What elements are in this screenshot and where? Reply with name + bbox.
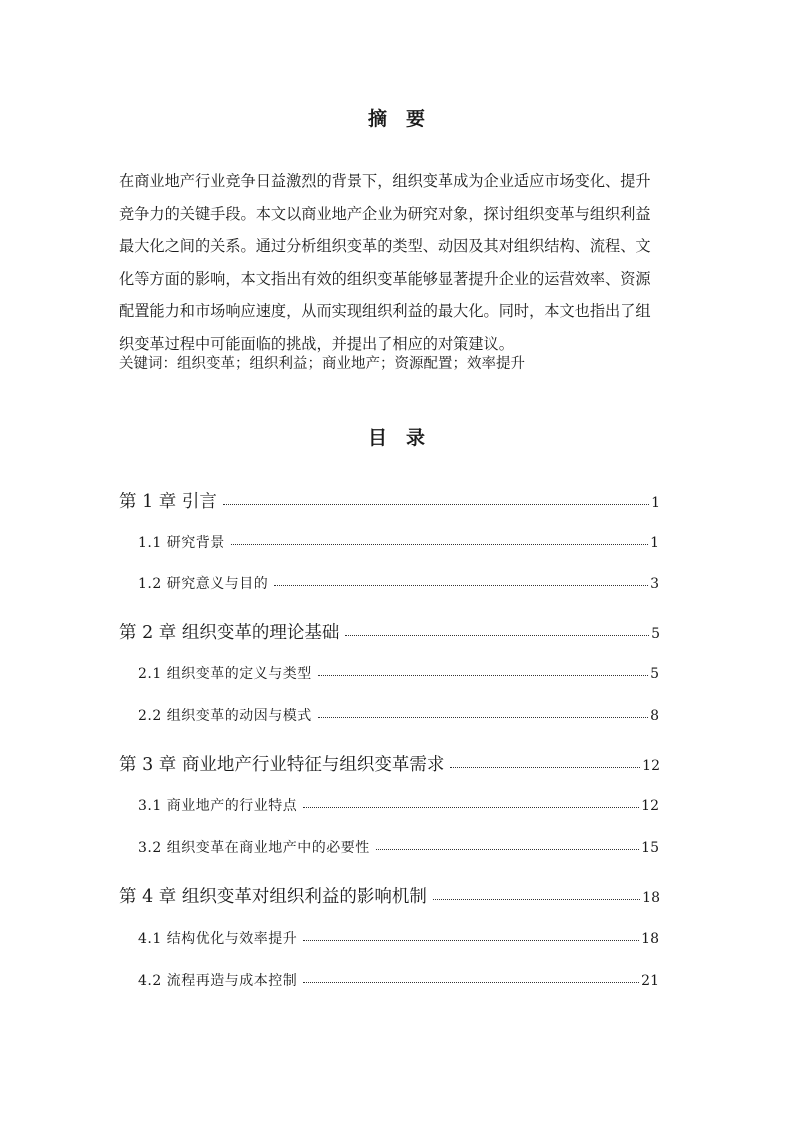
toc-leader-dots xyxy=(318,675,648,676)
toc-leader-dots xyxy=(450,767,640,768)
toc-leader-dots xyxy=(223,504,649,505)
toc-entry-title: 第 4 章 组织变革对组织利益的影响机制 xyxy=(119,887,427,907)
toc-entry-title: 1.2 研究意义与目的 xyxy=(138,576,269,592)
toc-entry-title: 1.1 研究背景 xyxy=(138,535,225,551)
toc-leader-dots xyxy=(345,635,649,636)
toc-entry-page: 18 xyxy=(642,890,660,906)
toc-entry-chapter-2[interactable] xyxy=(119,619,660,644)
toc-entry-page: 18 xyxy=(641,931,659,947)
toc-entry-section-1-2[interactable] xyxy=(138,573,659,593)
toc-entry-chapter-4[interactable] xyxy=(119,883,660,908)
toc-entry-title: 4.2 流程再造与成本控制 xyxy=(138,973,298,989)
keywords-line: 关键词：组织变革；组织利益；商业地产；资源配置；效率提升 xyxy=(119,356,525,372)
toc-entry-title: 2.2 组织变革的动因与模式 xyxy=(138,708,312,724)
toc-leader-dots xyxy=(274,585,648,586)
toc-entry-page: 12 xyxy=(641,798,659,814)
abstract-body xyxy=(119,165,677,360)
toc-entry-title: 2.1 组织变革的定义与类型 xyxy=(138,666,312,682)
toc-entry-chapter-1[interactable] xyxy=(119,488,660,513)
abstract-line: 配置能力和市场响应速度，从而实现组织利益的最大化。同时，本文也指出了组 xyxy=(119,302,651,320)
toc-entry-section-3-1[interactable] xyxy=(138,795,659,815)
toc-entry-section-4-1[interactable] xyxy=(138,928,659,948)
toc-entry-page: 3 xyxy=(650,576,659,592)
toc-leader-dots xyxy=(376,849,639,850)
toc-entry-chapter-3[interactable] xyxy=(119,751,660,776)
toc-entry-section-1-1[interactable] xyxy=(138,532,659,552)
toc-entry-title: 4.1 结构优化与效率提升 xyxy=(138,931,298,947)
abstract-line: 竞争力的关键手段。本文以商业地产企业为研究对象，探讨组织变革与组织利益 xyxy=(119,204,651,223)
abstract-line: 化等方面的影响，本文指出有效的组织变革能够显著提升企业的运营效率、资源 xyxy=(119,269,651,288)
toc-leader-dots xyxy=(231,544,648,545)
toc-entry-section-4-2[interactable] xyxy=(138,970,659,990)
toc-heading: 目 录 xyxy=(367,427,425,449)
toc-entry-section-2-2[interactable] xyxy=(138,705,659,725)
toc-leader-dots xyxy=(303,982,639,983)
toc-entry-page: 15 xyxy=(641,840,659,856)
toc-leader-dots xyxy=(433,899,640,900)
toc-entry-title: 第 3 章 商业地产行业特征与组织变革需求 xyxy=(119,755,445,775)
toc-entry-page: 5 xyxy=(650,666,659,682)
abstract-line: 织变革过程中可能面临的挑战，并提出了相应的对策建议。 xyxy=(119,334,514,353)
toc-entry-title: 3.2 组织变革在商业地产中的必要性 xyxy=(138,840,370,856)
toc-entry-page: 8 xyxy=(650,708,659,724)
toc-entry-page: 1 xyxy=(650,535,659,551)
toc-entry-page: 21 xyxy=(641,973,659,989)
toc-entry-section-2-1[interactable] xyxy=(138,663,659,683)
toc-entry-page: 5 xyxy=(651,626,660,642)
toc-leader-dots xyxy=(303,940,639,941)
toc-entry-section-3-2[interactable] xyxy=(138,837,659,857)
toc-entry-title: 3.1 商业地产的行业特点 xyxy=(138,798,298,814)
toc-leader-dots xyxy=(303,807,639,808)
toc-entry-page: 1 xyxy=(651,495,660,511)
toc-entry-title: 第 1 章 引言 xyxy=(119,492,217,512)
abstract-line: 最大化之间的关系。通过分析组织变革的类型、动因及其对组织结构、流程、文 xyxy=(119,237,651,255)
toc-entry-title: 第 2 章 组织变革的理论基础 xyxy=(119,623,340,643)
abstract-line: 在商业地产行业竞争日益激烈的背景下，组织变革成为企业适应市场变化、提升 xyxy=(119,172,651,190)
abstract-heading: 摘 要 xyxy=(367,108,425,130)
toc-leader-dots xyxy=(318,717,648,718)
toc-entry-page: 12 xyxy=(642,758,660,774)
